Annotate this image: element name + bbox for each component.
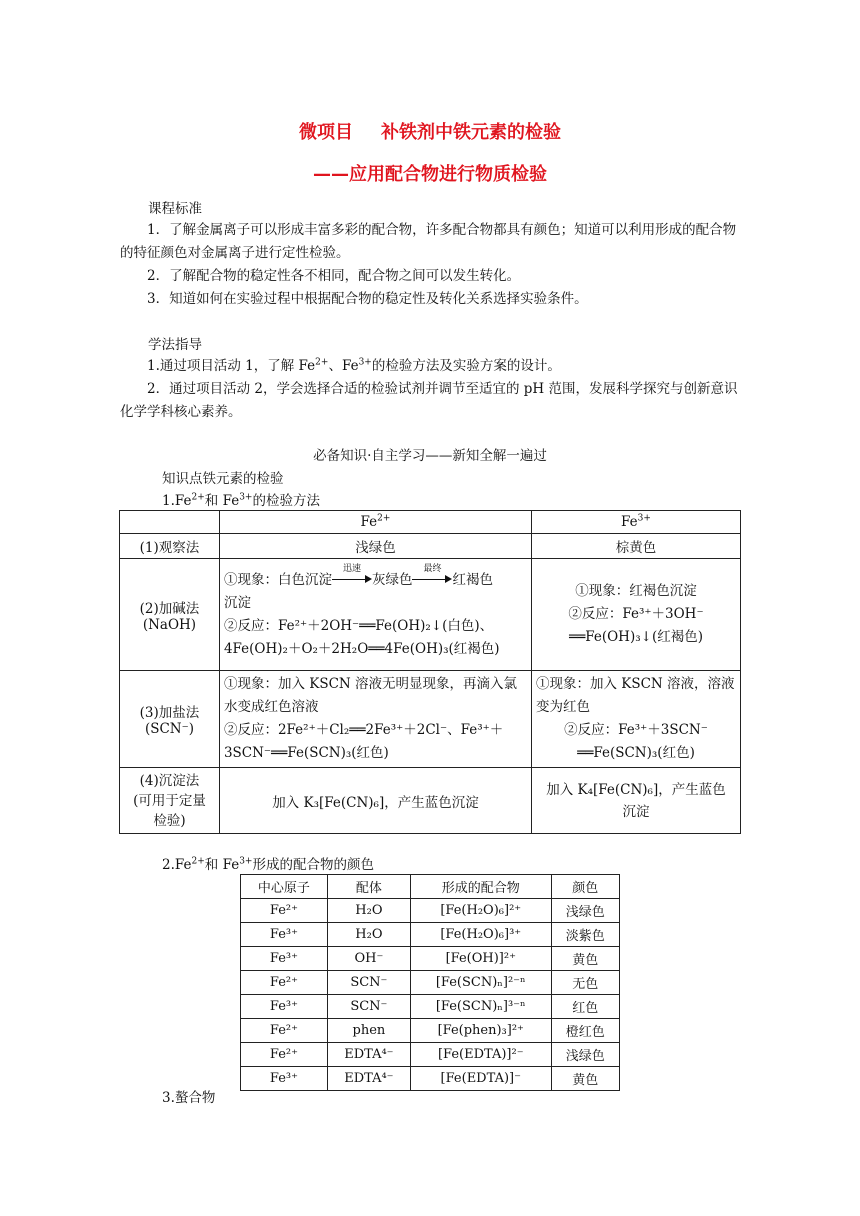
- header-complex: 形成的配合物: [410, 875, 551, 899]
- observe-fe3: 棕黄色: [531, 534, 740, 559]
- header-ligand: 配体: [327, 875, 410, 899]
- row-label-observe: (1)观察法: [120, 534, 220, 559]
- knowledge-point: 知识点铁元素的检验: [162, 471, 284, 487]
- standards-heading: 课程标准: [148, 201, 202, 217]
- title-right: 补铁剂中铁元素的检验: [381, 122, 561, 143]
- arrow-final: 最终: [412, 569, 452, 592]
- salt-fe2: ①现象：加入 KSCN 溶液无明显现象，再滴入氯水变成红色溶液 ②反应：2Fe²⁺＋Cl₂══2Fe³⁺＋2Cl⁻、Fe³⁺＋3SCN⁻══Fe(SCN)₃(红色): [219, 671, 531, 768]
- complex-colors-table: [240, 874, 620, 1091]
- table-row: Fe²⁺ SCN⁻ [Fe(SCN)ₙ]²⁻ⁿ 无色: [241, 971, 620, 995]
- subheading-1: $1.Fe^{2+}$和 $Fe^{3+}$的检验方法: [162, 492, 320, 509]
- title-left: 微项目: [299, 122, 353, 143]
- subheading-2: $2.Fe^{2+}$和 $Fe^{3+}$形成的配合物的颜色: [162, 856, 374, 873]
- page-title: [0, 118, 860, 144]
- precip-fe2: 加入 K₃[Fe(CN)₆]，产生蓝色沉淀: [219, 768, 531, 834]
- salt-fe3: ①现象：加入 KSCN 溶液，溶液变为红色 ②反应：Fe³⁺＋3SCN⁻ ══Fe(SCN)₃(红色): [531, 671, 740, 768]
- arrow-rapid: 迅速: [332, 569, 372, 592]
- table-row: Fe³⁺ SCN⁻ [Fe(SCN)ₙ]³⁻ⁿ 红色: [241, 995, 620, 1019]
- table-row: Fe³⁺ H₂O [Fe(H₂O)₆]³⁺ 淡紫色: [241, 923, 620, 947]
- row-label-alkali: (2)加碱法 (NaOH): [120, 559, 220, 671]
- header-color: 颜色: [551, 875, 619, 899]
- alkali-fe2: ①现象：白色沉淀 迅速 灰绿色 最终 红褐色 沉淀 ②反应：Fe²⁺＋2OH⁻══Fe(OH)₂↓(白色)、 4Fe(OH)₂＋O₂＋2H₂O══4Fe(OH)₃(红褐色): [219, 559, 531, 671]
- col-fe3: $Fe^{3+}$: [531, 511, 740, 534]
- standard-item-2: 2．了解配合物的稳定性各不相同，配合物之间可以发生转化。: [147, 268, 521, 284]
- table-row: Fe²⁺ EDTA⁴⁻ [Fe(EDTA)]²⁻ 浅绿色: [241, 1043, 620, 1067]
- detection-methods-table: [119, 510, 741, 834]
- standard-item-1: 1．了解金属离子可以形成丰富多彩的配合物，许多配合物都具有颜色；知道可以利用形成的配合物的特征颜色对金属离子进行定性检验。: [120, 222, 737, 261]
- guide-heading: 学法指导: [148, 337, 202, 353]
- table-row: Fe²⁺ phen [Fe(phen)₃]²⁺ 橙红色: [241, 1019, 620, 1043]
- col-fe2: $Fe^{2+}$: [219, 511, 531, 534]
- row-label-salt: (3)加盐法 (SCN⁻): [120, 671, 220, 768]
- alkali-fe3: ①现象：红褐色沉淀 ②反应：Fe³⁺＋3OH⁻ ══Fe(OH)₃↓(红褐色): [531, 559, 740, 671]
- guide-item-1: 1.通过项目活动 1，了解 $Fe^{2+}$、$Fe^{3+}$的检验方法及实验方案的设计。: [147, 357, 561, 374]
- precip-fe3: 加入 K₄[Fe(CN)₆]，产生蓝色 沉淀: [531, 768, 740, 834]
- row-label-precip: (4)沉淀法 (可用于定量 检验): [120, 768, 220, 834]
- subheading-3: 3.螯合物: [162, 1090, 216, 1106]
- page-subtitle: ——应用配合物进行物质检验: [313, 164, 547, 185]
- table-row: Fe²⁺ H₂O [Fe(H₂O)₆]²⁺ 浅绿色: [241, 899, 620, 923]
- observe-fe2: 浅绿色: [219, 534, 531, 559]
- standard-item-3: 3．知道如何在实验过程中根据配合物的稳定性及转化关系选择实验条件。: [147, 291, 588, 307]
- header-center-atom: 中心原子: [241, 875, 328, 899]
- section-heading: 必备知识·自主学习——新知全解一遍过: [313, 448, 547, 464]
- guide-item-2: 2．通过项目活动 2，学会选择合适的检验试剂并调节至适宜的 pH 范围，发展科学探究与创新意识化学学科核心素养。: [120, 381, 738, 420]
- table-row: Fe³⁺ EDTA⁴⁻ [Fe(EDTA)]⁻ 黄色: [241, 1067, 620, 1091]
- table-row: Fe³⁺ OH⁻ [Fe(OH)]²⁺ 黄色: [241, 947, 620, 971]
